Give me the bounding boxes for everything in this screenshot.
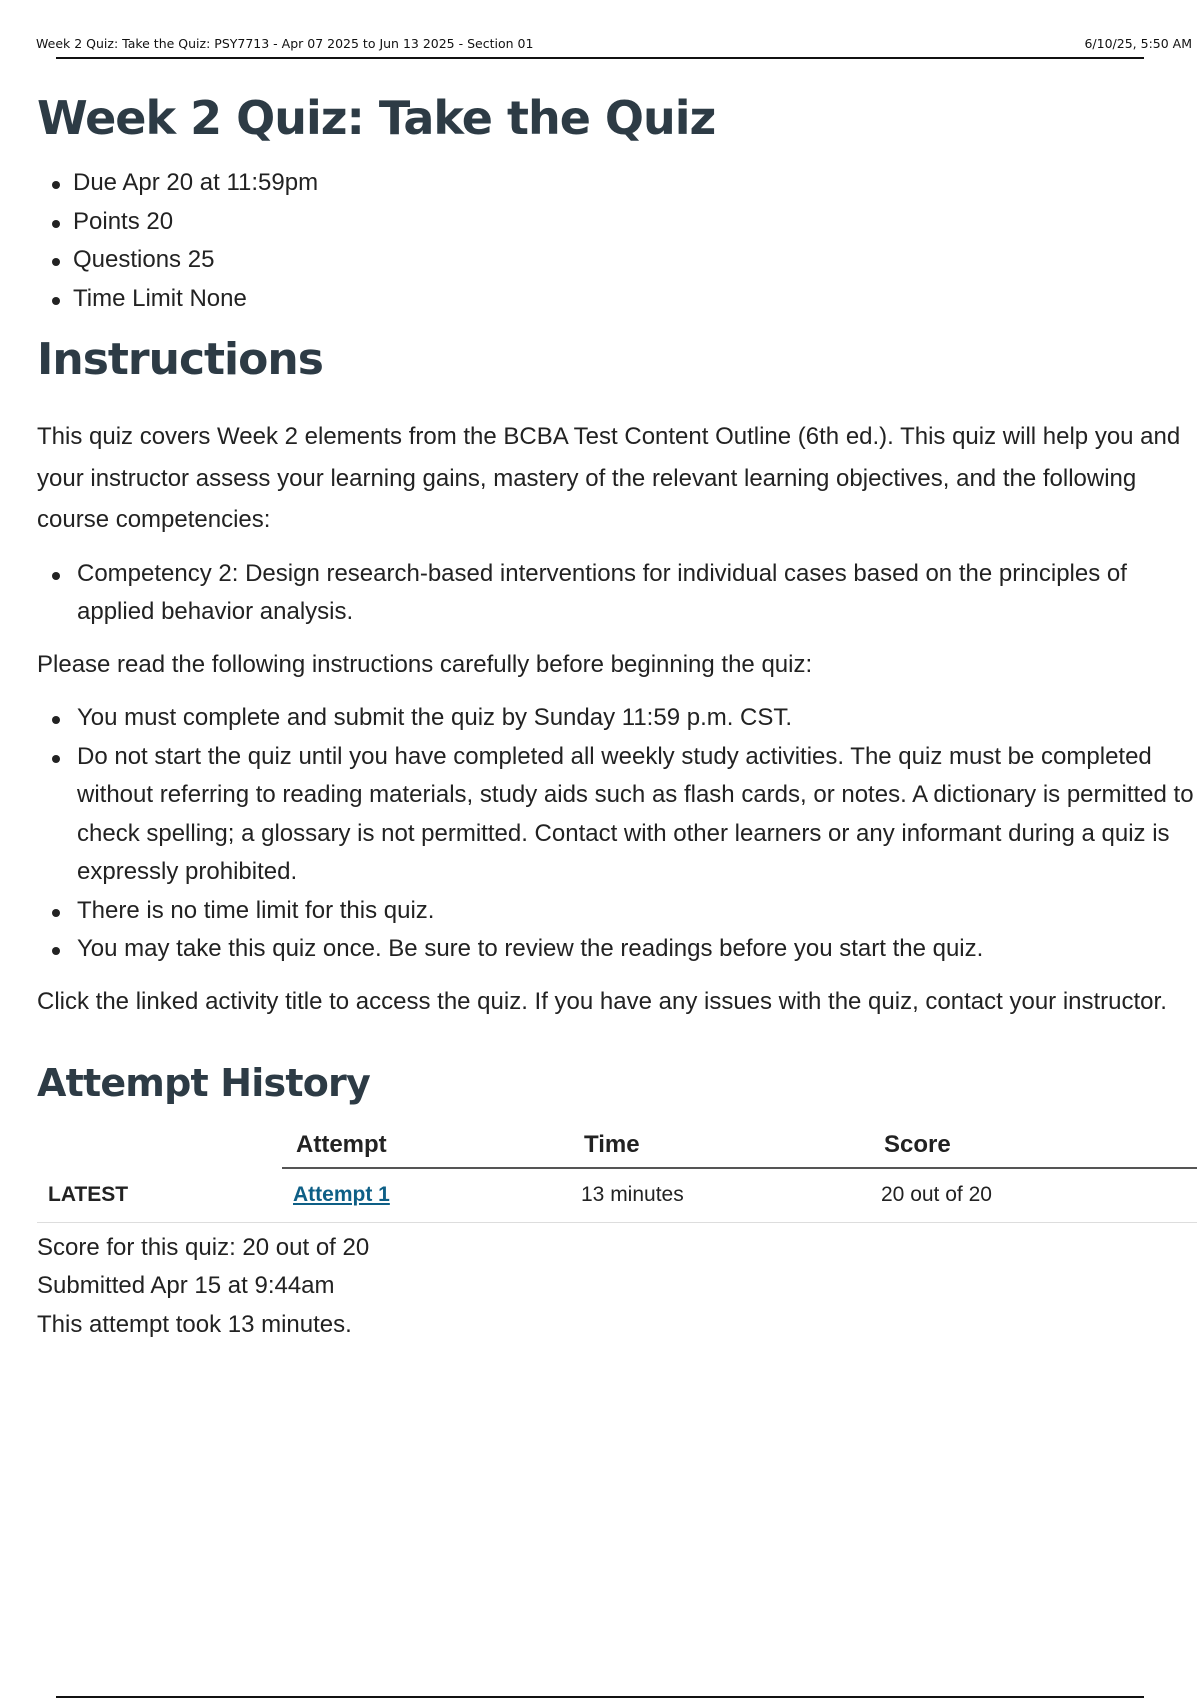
column-header-attempt: Attempt — [282, 1124, 570, 1168]
page-title: Week 2 Quiz: Take the Quiz — [37, 91, 716, 145]
latest-label: LATEST — [37, 1168, 282, 1222]
submitted-text: Submitted Apr 15 at 9:44am — [37, 1272, 335, 1299]
quiz-content — [37, 88, 1197, 1344]
column-header-score: Score — [870, 1124, 1197, 1168]
competency-item: Competency 2: Design research-based interventions for individual cases based on the principles of applied behavior analysis. — [37, 555, 1197, 632]
quiz-rules-list — [37, 699, 1197, 969]
attempt-score: 20 out of 20 — [870, 1168, 1197, 1222]
attempt-table-header-row — [37, 1124, 1197, 1168]
quiz-details-list — [37, 164, 1197, 318]
footer-divider — [56, 1696, 1144, 1698]
detail-label: Questions — [73, 246, 182, 273]
detail-due — [37, 164, 1197, 203]
attempt-duration-text: This attempt took 13 minutes. — [37, 1310, 352, 1338]
column-header-label — [37, 1124, 282, 1168]
attempt-history-heading: Attempt History — [37, 1061, 370, 1105]
instructions-heading: Instructions — [37, 334, 323, 385]
rule-item: You may take this quiz once. Be sure to review the readings before you start the quiz. — [37, 930, 1197, 969]
column-header-time: Time — [570, 1124, 870, 1168]
detail-points — [37, 203, 1197, 242]
detail-value: 25 — [187, 246, 215, 273]
detail-value: 20 — [146, 207, 174, 235]
detail-value: Apr 20 at 11:59pm — [122, 169, 319, 196]
attempt-cell — [282, 1168, 570, 1222]
rule-item: You must complete and submit the quiz by Sunday 11:59 p.m. CST. — [37, 699, 1197, 738]
attempt-summary — [37, 1229, 1197, 1345]
detail-value: None — [189, 284, 247, 312]
attempt-time: 13 minutes — [570, 1168, 870, 1222]
table-row — [37, 1168, 1197, 1222]
instructions-please-read: Please read the following instructions carefully before beginning the quiz: — [37, 650, 813, 678]
detail-time-limit — [37, 280, 1197, 319]
rule-item: Do not start the quiz until you have completed all weekly study activities. The quiz must be completed without referring to reading materials, study aids such as flash cards, or notes. A dictionary is permitted to check spelling; a glossary is not permitted. Contact with other learners or any informant during a quiz is expressly prohibited. — [37, 738, 1197, 892]
instructions-closing: Click the linked activity title to access the quiz. If you have any issues with the quiz, contact your instructor. — [37, 987, 1167, 1015]
quiz-score-text: Score for this quiz: 20 out of 20 — [37, 1233, 370, 1261]
rule-item: There is no time limit for this quiz. — [37, 892, 1197, 931]
detail-label: Due — [73, 169, 118, 196]
attempt-history-table — [37, 1124, 1197, 1223]
instructions-intro: This quiz covers Week 2 elements from the BCBA Test Content Outline (6th ed.). This quiz will help you and your instructor assess your learning gains, mastery of the relevant learning objectives, and the following course competencies: — [37, 423, 1181, 533]
header-divider — [56, 57, 1144, 59]
detail-questions — [37, 241, 1197, 280]
print-header — [36, 36, 1192, 58]
attempt-link[interactable]: Attempt 1 — [293, 1183, 390, 1207]
print-header-timestamp: 6/10/25, 5:50 AM — [1084, 36, 1192, 51]
detail-label: Time Limit — [73, 284, 183, 312]
detail-label: Points — [73, 207, 140, 235]
print-header-title: Week 2 Quiz: Take the Quiz: PSY7713 - Apr 07 2025 to Jun 13 2025 - Section 01 — [36, 36, 534, 51]
competencies-list — [37, 555, 1197, 632]
